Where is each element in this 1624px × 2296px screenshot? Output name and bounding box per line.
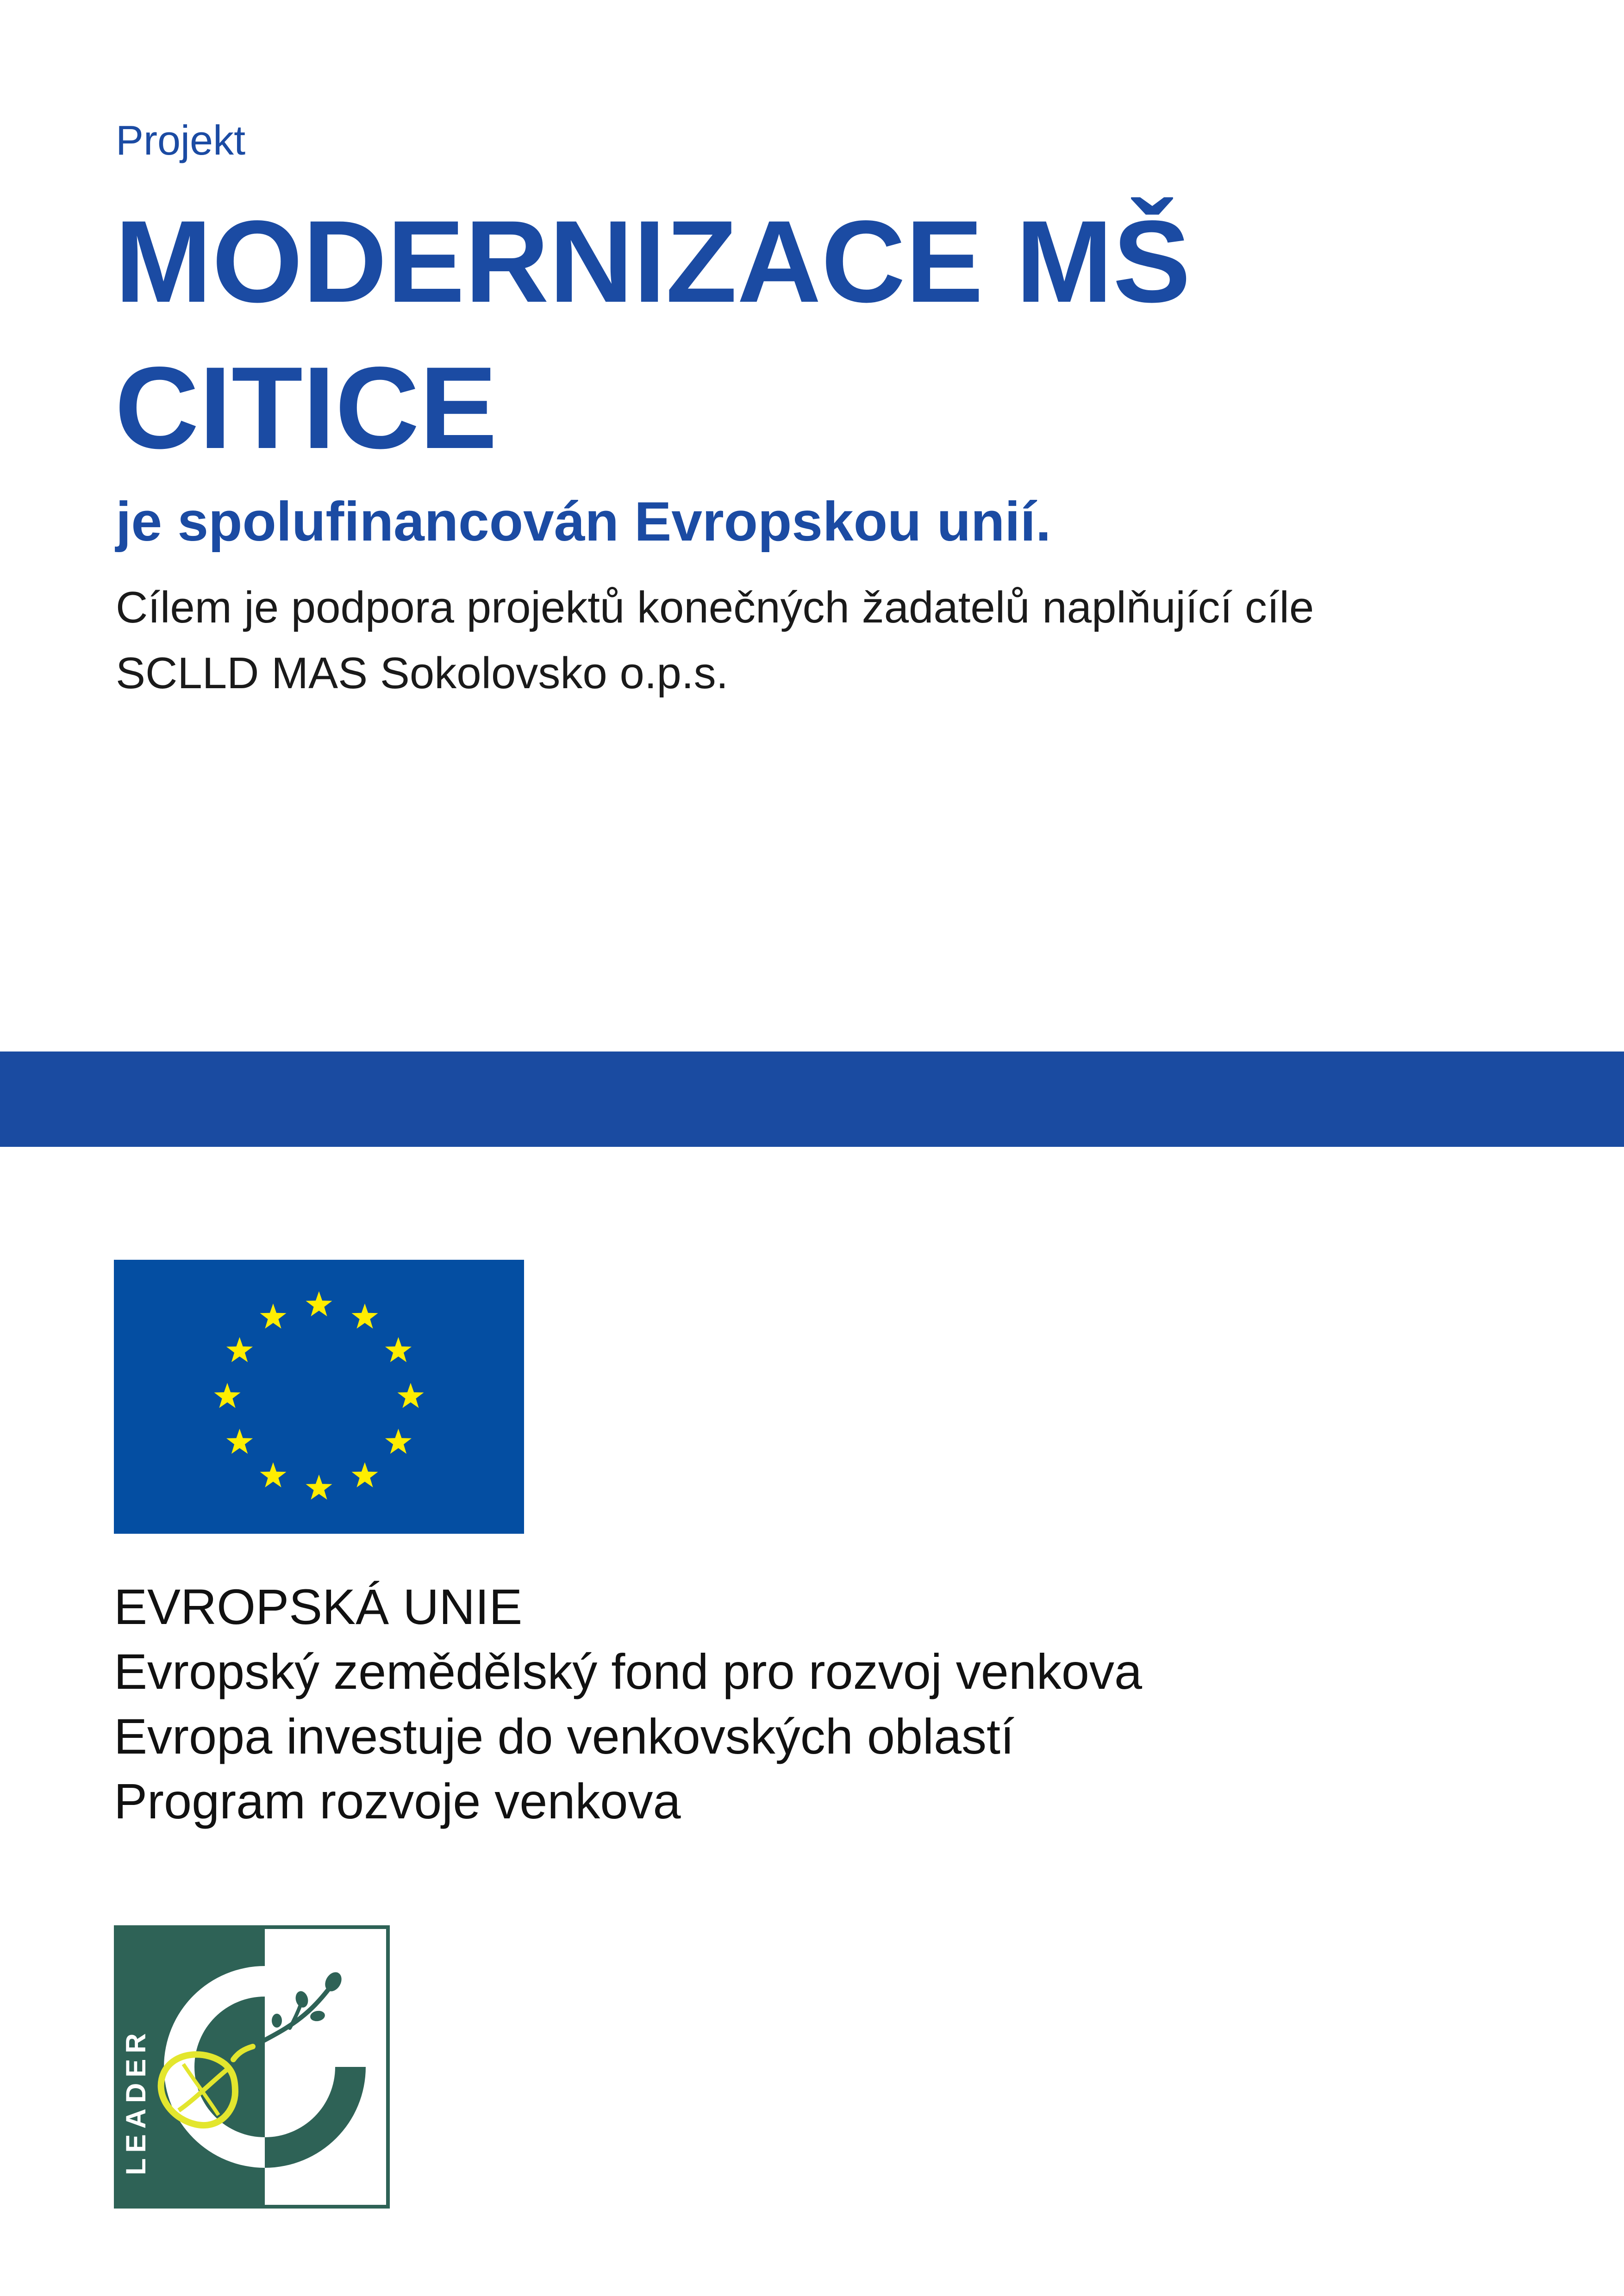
blue-divider-band (0, 1052, 1624, 1147)
eu-funding-text (114, 1574, 1142, 1834)
eu-name: EVROPSKÁ UNIE (114, 1579, 523, 1635)
leader-logo-text: LEADER (120, 2028, 151, 2175)
description-line-1: Cílem je podpora projektů konečných žadatelů naplňující cíle (116, 583, 1314, 632)
project-title-line-1: MODERNIZACE MŠ (115, 197, 1191, 327)
project-description (116, 575, 1314, 706)
cofinancing-subtitle: je spolufinancován Evropskou unií. (116, 491, 1051, 553)
project-title (115, 189, 1191, 481)
description-line-2: SCLLD MAS Sokolovsko o.p.s. (116, 648, 729, 698)
eu-fund-name: Evropský zemědělský fond pro rozvoj venkova (114, 1643, 1143, 1699)
eu-slogan: Evropa investuje do venkovských oblastí (114, 1708, 1015, 1764)
leader-logo-icon (114, 1925, 390, 2209)
program-name: Program rozvoje venkova (114, 1773, 681, 1829)
project-intro-label: Projekt (116, 118, 246, 164)
eu-flag-icon (114, 1260, 524, 1534)
project-title-line-2: CITICE (115, 343, 498, 473)
